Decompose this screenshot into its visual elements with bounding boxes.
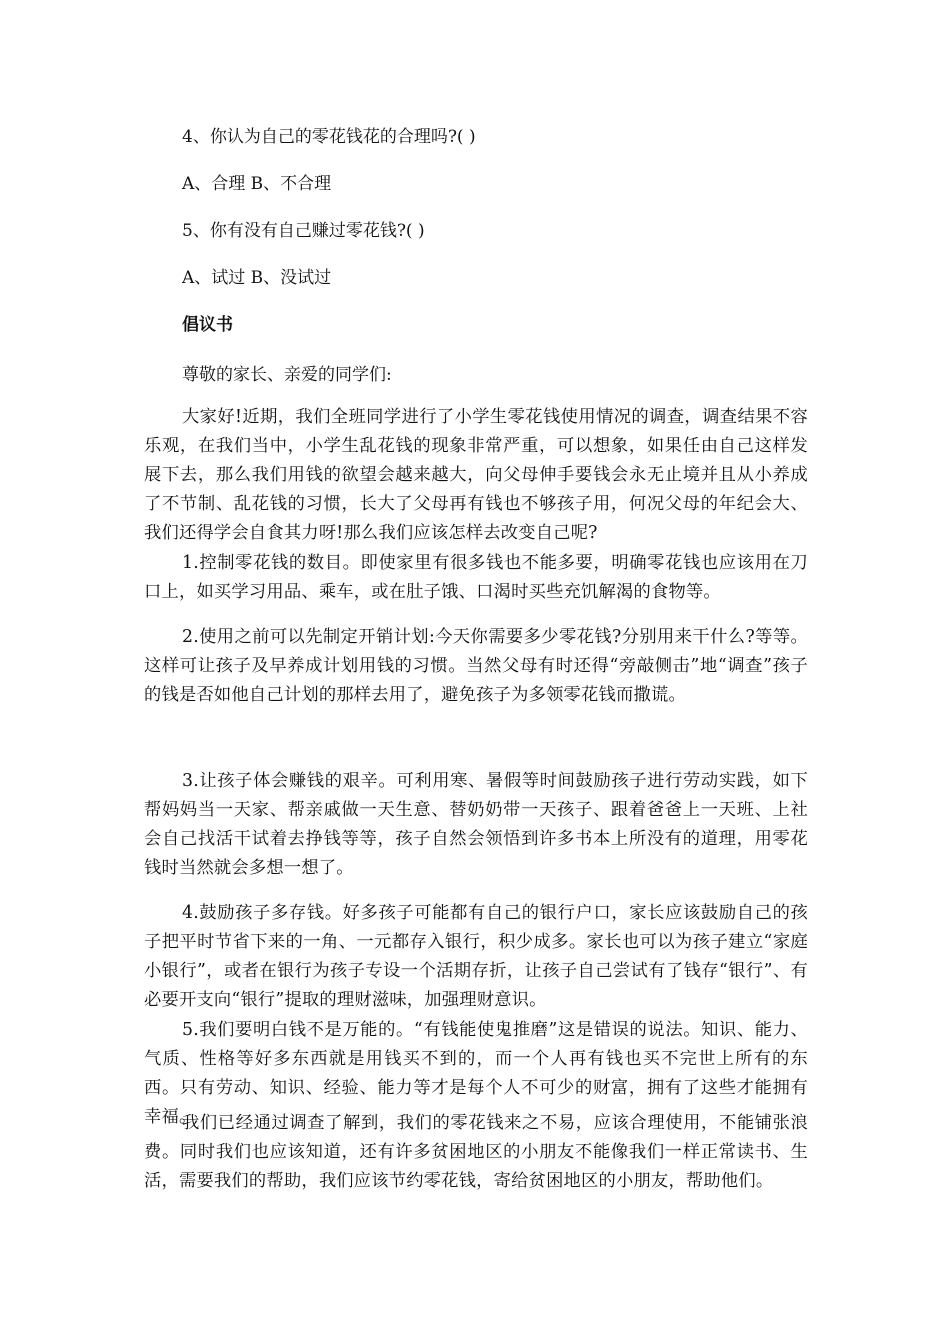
- question-4: 4、你认为自己的零花钱花的合理吗?( ): [182, 127, 476, 147]
- proposal-paragraph-5: 5.我们要明白钱不是万能的。“有钱能使鬼推磨”这是错误的说法。知识、能力、气质、性格等好多东西就是用钱买不到的，而一个人再有钱也买不完世上所有的东西。只有劳动、知识、经验、能力等才是每个人不可少的财富，拥有了这些才能拥有幸福。: [144, 1020, 808, 1127]
- proposal-paragraph-4: 4.鼓励孩子多存钱。好多孩子可能都有自己的银行户口，家长应该鼓励自己的孩子把平时节省下来的一角、一元都存入银行，积少成多。家长也可以为孩子建立“家庭小银行”，或者在银行为孩子专设一个活期存折，让孩子自己尝试有了钱存“银行”、有必要开支向“银行”提取的理财滋味，加强理财意识。: [144, 903, 808, 1010]
- proposal-paragraph-2: 2.使用之前可以先制定开销计划:今天你需要多少零花钱?分别用来干什么?等等。这样可让孩子及早养成计划用钱的习惯。当然父母有时还得“旁敲侧击”地“调查”孩子的钱是否如他自己计划的那样去用了，避免孩子为多领零花钱而撒谎。: [144, 627, 808, 705]
- proposal-title: 倡议书: [182, 315, 233, 335]
- question-4-options: A、合理 B、不合理: [182, 174, 332, 194]
- proposal-paragraph-intro: 大家好!近期，我们全班同学进行了小学生零花钱使用情况的调查，调查结果不容乐观，在我们当中，小学生乱花钱的现象非常严重，可以想象，如果任由自己这样发展下去，那么我们用钱的欲望会越来越大，向父母伸手要钱会永无止境并且从小养成了不节制、乱花钱的习惯，长大了父母再有钱也不够孩子用，何况父母的年纪会大、我们还得学会自食其力呀!那么我们应该怎样去改变自己呢?: [144, 407, 808, 543]
- question-5-options: A、试过 B、没试过: [182, 268, 332, 288]
- proposal-salutation: 尊敬的家长、亲爱的同学们:: [182, 365, 392, 385]
- proposal-paragraph-closing: 我们已经通过调查了解到，我们的零花钱来之不易，应该合理使用，不能铺张浪费。同时我们也应该知道，还有许多贫困地区的小朋友不能像我们一样正常读书、生活，需要我们的帮助，我们应该节约零花钱，寄给贫困地区的小朋友，帮助他们。: [144, 1113, 808, 1191]
- proposal-paragraph-3: 3.让孩子体会赚钱的艰辛。可利用寒、暑假等时间鼓励孩子进行劳动实践，如下帮妈妈当一天家、帮亲戚做一天生意、替奶奶带一天孩子、跟着爸爸上一天班、上社会自己找活干试着去挣钱等等，孩子自然会领悟到许多书本上所没有的道理，用零花钱时当然就会多想一想了。: [144, 771, 808, 878]
- proposal-paragraph-1: 1.控制零花钱的数目。即使家里有很多钱也不能多要，明确零花钱也应该用在刀口上，如买学习用品、乘车，或在肚子饿、口渴时买些充饥解渴的食物等。: [144, 553, 808, 602]
- question-5: 5、你有没有自己赚过零花钱?( ): [182, 221, 425, 241]
